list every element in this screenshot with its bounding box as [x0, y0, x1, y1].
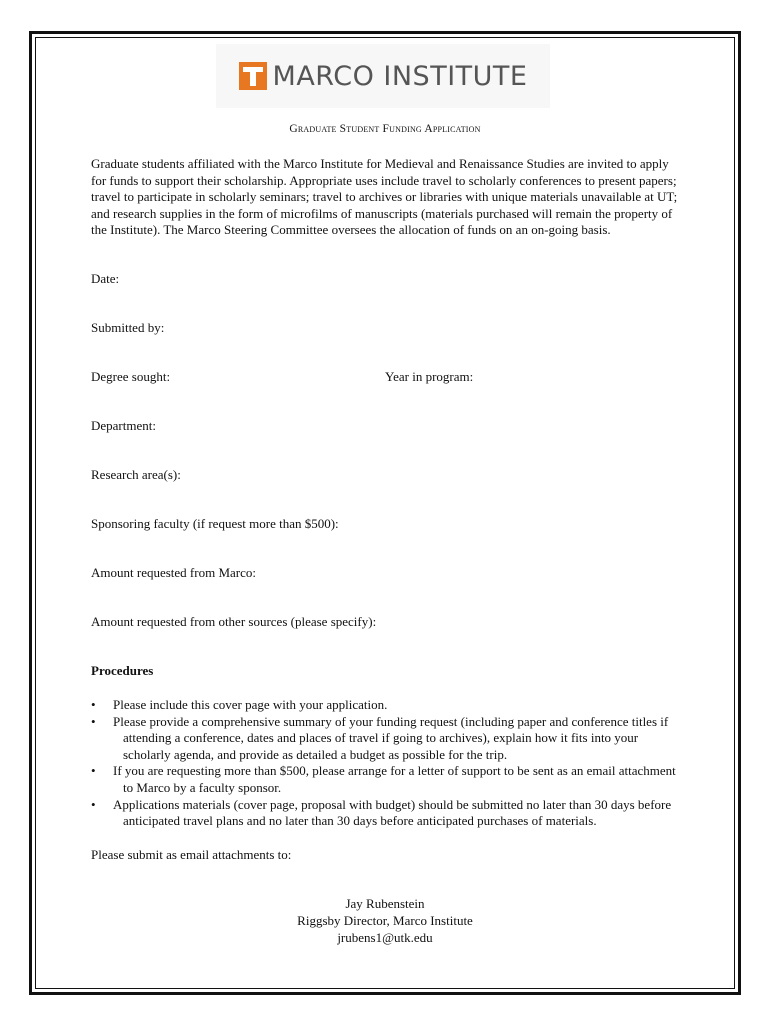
form-title: Graduate Student Funding Application: [289, 123, 481, 135]
contact-role: Riggsby Director, Marco Institute: [297, 913, 473, 928]
tennessee-t-icon: [239, 62, 267, 90]
degree-sought-label: Degree sought:: [91, 369, 171, 384]
research-areas-label: Research area(s):: [91, 467, 181, 482]
contact-name: Jay Rubenstein: [345, 896, 425, 911]
logo-text: MARCO INSTITUTE: [272, 60, 528, 92]
amount-other-label: Amount requested from other sources (please specify):: [91, 614, 377, 629]
department-label: Department:: [91, 418, 156, 433]
amount-marco-label: Amount requested from Marco:: [91, 565, 256, 580]
contact-email-link[interactable]: jrubens1@utk.edu: [337, 930, 433, 945]
submit-note: Please submit as email attachments to:: [91, 847, 292, 862]
list-item: • If you are requesting more than $500, please arrange for a letter of support to be sent as an email attachment to Marco by a faculty sponsor.: [91, 763, 676, 795]
list-item: • Applications materials (cover page, proposal with budget) should be submitted no later than 30 days before anticipated travel plans and no later than 30 days before anticipated purchases of materials.: [91, 796, 672, 829]
procedures-list: [91, 697, 681, 830]
intro-paragraph: Graduate students affiliated with the Marco Institute for Medieval and Renaissance Studies are invited to apply for funds to support their scholarship. Appropriate uses include travel to scholarly conferences to present papers; travel to participate in scholarly seminars; travel to archives or libraries with unique materials unavailable at UT; and research supplies in the form of microfilms of manuscripts (materials purchased will remain the property of the Institute). The Marco Steering Committee oversees the allocation of funds on an on-going basis.: [91, 156, 678, 238]
sponsoring-faculty-label: Sponsoring faculty (if request more than $500):: [91, 516, 339, 531]
marco-institute-logo: [216, 44, 550, 108]
list-item: • Please provide a comprehensive summary of your funding request (including paper and conference titles if attending a conference, dates and places of travel if going to archives), explain how it fits into your scholarly agenda, and provide as detailed a budget as possible for the trip.: [91, 713, 669, 762]
submitted-by-label: Submitted by:: [91, 320, 165, 335]
list-item: • Please include this cover page with your application.: [91, 697, 388, 712]
procedures-heading: Procedures: [91, 663, 154, 678]
year-in-program-label: Year in program:: [385, 369, 474, 384]
date-field-label: Date:: [91, 271, 120, 286]
